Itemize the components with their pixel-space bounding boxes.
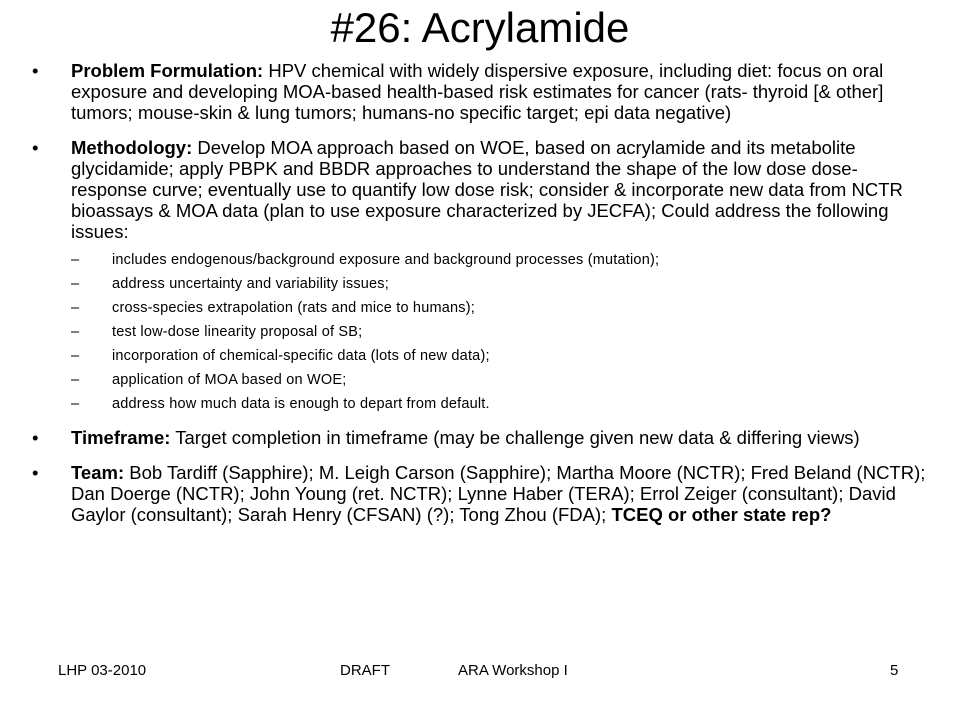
bullet-timeframe bbox=[28, 427, 928, 448]
bullet-label: Methodology: bbox=[71, 137, 193, 158]
bullet-text: Develop MOA approach based on WOE, based on acrylamide and its metabolite glycidamide; apply PBPK and BBDR approaches to understand the shape of the low dose dose-response curve; eventually use to quantify low dose risk; consider & incorporate new data from NCTR bioassays & MOA data (plan to use exposure characterized by JECFA); Could address the following issues: bbox=[71, 137, 903, 242]
slide-title: #26: Acrylamide bbox=[330, 4, 630, 51]
bullet-dot: • bbox=[32, 427, 39, 448]
sub-item bbox=[71, 323, 928, 341]
sub-dash: – bbox=[71, 372, 80, 388]
sub-item-text: test low-dose linearity proposal of SB; bbox=[112, 324, 363, 340]
bullet-label: Team: bbox=[71, 462, 125, 483]
sub-dash: – bbox=[71, 396, 80, 412]
sub-item bbox=[71, 395, 928, 413]
sub-item-text: address uncertainty and variability issues; bbox=[112, 276, 389, 292]
sub-item-text: cross-species extrapolation (rats and mice to humans); bbox=[112, 300, 475, 316]
sub-dash: – bbox=[71, 324, 80, 340]
sub-item bbox=[71, 251, 928, 269]
sub-item-text: incorporation of chemical-specific data (lots of new data); bbox=[112, 348, 490, 364]
sub-item-text: includes endogenous/background exposure and background processes (mutation); bbox=[112, 252, 660, 268]
sub-item bbox=[71, 347, 928, 365]
sub-dash: – bbox=[71, 276, 80, 292]
sub-dash: – bbox=[71, 252, 80, 268]
bullet-methodology bbox=[28, 137, 928, 413]
bullet-dot: • bbox=[32, 462, 39, 483]
methodology-issues-list bbox=[71, 251, 928, 413]
bullet-dot: • bbox=[32, 60, 39, 81]
sub-item bbox=[71, 371, 928, 389]
sub-item-text: address how much data is enough to depart from default. bbox=[112, 396, 490, 412]
sub-dash: – bbox=[71, 300, 80, 316]
bullet-text: Bob Tardiff (Sapphire); M. Leigh Carson (Sapphire); Martha Moore (NCTR); Fred Beland (NCTR); Dan Doerge (NCTR); John Young (ret. NCTR); Lynne Haber (TERA); Errol Zeiger (consultant); David Gaylor (consultant); Sarah Henry (CFSAN) (?); Tong Zhou (FDA); bbox=[71, 462, 926, 525]
team-tail-question: TCEQ or other state rep? bbox=[611, 504, 832, 525]
sub-dash: – bbox=[71, 348, 80, 364]
bullet-label: Timeframe: bbox=[71, 427, 171, 448]
slide-body bbox=[28, 60, 928, 539]
footer-author-date: LHP 03-2010 bbox=[58, 662, 147, 679]
bullet-dot: • bbox=[32, 137, 39, 158]
footer-draft-label: DRAFT bbox=[340, 662, 390, 679]
bullet-problem-formulation bbox=[28, 60, 928, 123]
bullet-team bbox=[28, 462, 928, 525]
footer-page-number: 5 bbox=[890, 662, 899, 679]
bullet-text: HPV chemical with widely dispersive exposure, including diet: focus on oral exposure and developing MOA-based health-based risk estimates for cancer (rats- thyroid [& other] tumors; mouse-skin & lung tumors; humans-no specific target; epi data negative) bbox=[71, 60, 884, 123]
footer-workshop-label: ARA Workshop I bbox=[458, 662, 568, 679]
sub-item bbox=[71, 275, 928, 293]
sub-item-text: application of MOA based on WOE; bbox=[112, 372, 347, 388]
sub-item bbox=[71, 299, 928, 317]
bullet-label: Problem Formulation: bbox=[71, 60, 264, 81]
bullet-text: Target completion in timeframe (may be challenge given new data & differing views) bbox=[170, 427, 860, 448]
